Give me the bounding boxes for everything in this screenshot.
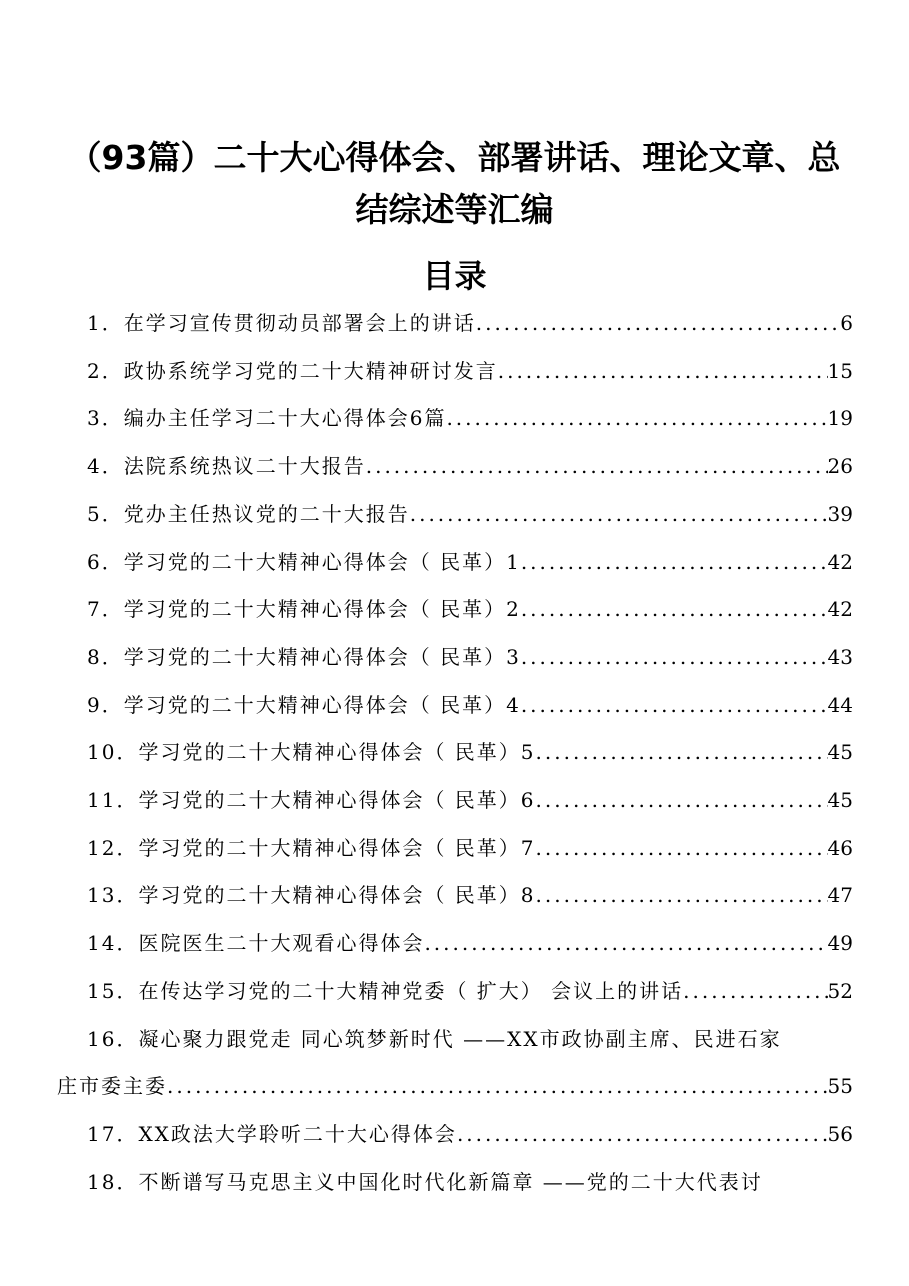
toc-entry-page: 52 bbox=[827, 978, 853, 1003]
dot-leader bbox=[521, 539, 828, 587]
dot-leader bbox=[167, 1063, 828, 1111]
dot-leader bbox=[683, 968, 827, 1016]
dot-leader bbox=[476, 300, 841, 348]
toc-entry-text: 13．学习党的二十大精神心得体会（ 民革）8 bbox=[87, 883, 536, 908]
dot-leader bbox=[536, 872, 828, 920]
toc-entry-1[interactable] bbox=[57, 300, 853, 348]
title-line-2: 结综述等汇编 bbox=[355, 190, 554, 229]
toc-entry-16[interactable] bbox=[57, 1016, 853, 1111]
toc-entry-2[interactable] bbox=[57, 348, 853, 396]
toc-entry-page: 49 bbox=[827, 931, 853, 956]
toc-entry-page: 26 bbox=[827, 454, 853, 479]
dot-leader bbox=[521, 586, 828, 634]
toc-entry-page: 19 bbox=[827, 406, 853, 431]
toc-entry-12[interactable] bbox=[57, 825, 853, 873]
toc-entry-text: 2．政协系统学习党的二十大精神研讨发言 bbox=[87, 358, 498, 383]
toc-entry-6[interactable] bbox=[57, 539, 853, 587]
toc-entry-text: 18．不断谱写马克思主义中国化时代化新篇章 ——党的二十大代表讨 bbox=[87, 1169, 763, 1194]
toc-entry-page: 55 bbox=[827, 1074, 853, 1099]
toc-entry-page: 39 bbox=[827, 501, 853, 526]
toc-entry-text: 15．在传达学习党的二十大精神党委（ 扩大） 会议上的讲话 bbox=[87, 978, 684, 1003]
dot-leader bbox=[521, 634, 828, 682]
toc-entry-page: 56 bbox=[827, 1121, 853, 1146]
toc-entry-page: 45 bbox=[827, 740, 853, 765]
toc-entry-page: 46 bbox=[827, 835, 853, 860]
toc-entry-text: 4．法院系统热议二十大报告 bbox=[87, 454, 366, 479]
toc-entry-4[interactable] bbox=[57, 443, 853, 491]
toc-entry-text: 11．学习党的二十大精神心得体会（ 民革）6 bbox=[87, 788, 536, 813]
dot-leader bbox=[366, 443, 828, 491]
dot-leader bbox=[521, 682, 828, 730]
toc-entry-3[interactable] bbox=[57, 395, 853, 443]
dot-leader bbox=[536, 729, 828, 777]
toc-entry-text-line-1: 16．凝心聚力跟党走 同心筑梦新时代 ——XX市政协副主席、民进石家 bbox=[87, 1026, 782, 1051]
toc-entry-7[interactable] bbox=[57, 586, 853, 634]
toc-entry-text: 17．XX政法大学聆听二十大心得体会 bbox=[87, 1121, 457, 1146]
toc-entry-text: 3．编办主任学习二十大心得体会6篇 bbox=[87, 406, 447, 431]
toc-entry-page: 42 bbox=[827, 549, 853, 574]
toc-entry-text: 7．学习党的二十大精神心得体会（ 民革）2 bbox=[87, 597, 521, 622]
toc-entry-text: 14．医院医生二十大观看心得体会 bbox=[87, 931, 425, 956]
toc-entry-17[interactable] bbox=[57, 1111, 853, 1159]
dot-leader bbox=[424, 920, 827, 968]
toc-entry-text: 10．学习党的二十大精神心得体会（ 民革）5 bbox=[87, 740, 536, 765]
toc-entry-11[interactable] bbox=[57, 777, 853, 825]
toc-entry-text: 1．在学习宣传贯彻动员部署会上的讲话 bbox=[87, 311, 476, 335]
toc-heading: 目录 bbox=[422, 257, 487, 295]
toc-entry-text: 5．党办主任热议党的二十大报告 bbox=[87, 501, 410, 526]
dot-leader bbox=[536, 777, 828, 825]
toc-entry-text: 8．学习党的二十大精神心得体会（ 民革）3 bbox=[87, 644, 521, 669]
toc-entry-page: 6 bbox=[840, 311, 853, 335]
toc-entry-14[interactable] bbox=[57, 920, 853, 968]
toc-entry-5[interactable] bbox=[57, 491, 853, 539]
dot-leader bbox=[498, 348, 828, 396]
table-of-contents bbox=[57, 300, 853, 1206]
title-line-1: （93篇）二十大心得体会、部署讲话、理论文章、总 bbox=[68, 138, 841, 177]
toc-entry-text: 6．学习党的二十大精神心得体会（ 民革）1 bbox=[87, 549, 521, 574]
toc-entry-page: 47 bbox=[827, 883, 853, 908]
toc-entry-page: 42 bbox=[827, 597, 853, 622]
dot-leader bbox=[446, 395, 827, 443]
toc-entry-text: 12．学习党的二十大精神心得体会（ 民革）7 bbox=[87, 835, 536, 860]
toc-entry-line-2 bbox=[57, 1063, 853, 1111]
toc-entry-9[interactable] bbox=[57, 682, 853, 730]
toc-entry-page: 15 bbox=[827, 358, 853, 383]
dot-leader bbox=[536, 825, 828, 873]
toc-entry-13[interactable] bbox=[57, 872, 853, 920]
document-title bbox=[40, 132, 869, 236]
toc-entry-text-line-2: 庄市委主委 bbox=[57, 1074, 167, 1099]
toc-entry-10[interactable] bbox=[57, 729, 853, 777]
toc-entry-8[interactable] bbox=[57, 634, 853, 682]
toc-entry-18[interactable] bbox=[57, 1159, 853, 1207]
dot-leader bbox=[457, 1111, 828, 1159]
dot-leader bbox=[410, 491, 828, 539]
toc-entry-15[interactable] bbox=[57, 968, 853, 1016]
toc-entry-page: 44 bbox=[827, 692, 853, 717]
toc-entry-text: 9．学习党的二十大精神心得体会（ 民革）4 bbox=[87, 692, 521, 717]
toc-entry-page: 45 bbox=[827, 788, 853, 813]
toc-entry-page: 43 bbox=[827, 644, 853, 669]
